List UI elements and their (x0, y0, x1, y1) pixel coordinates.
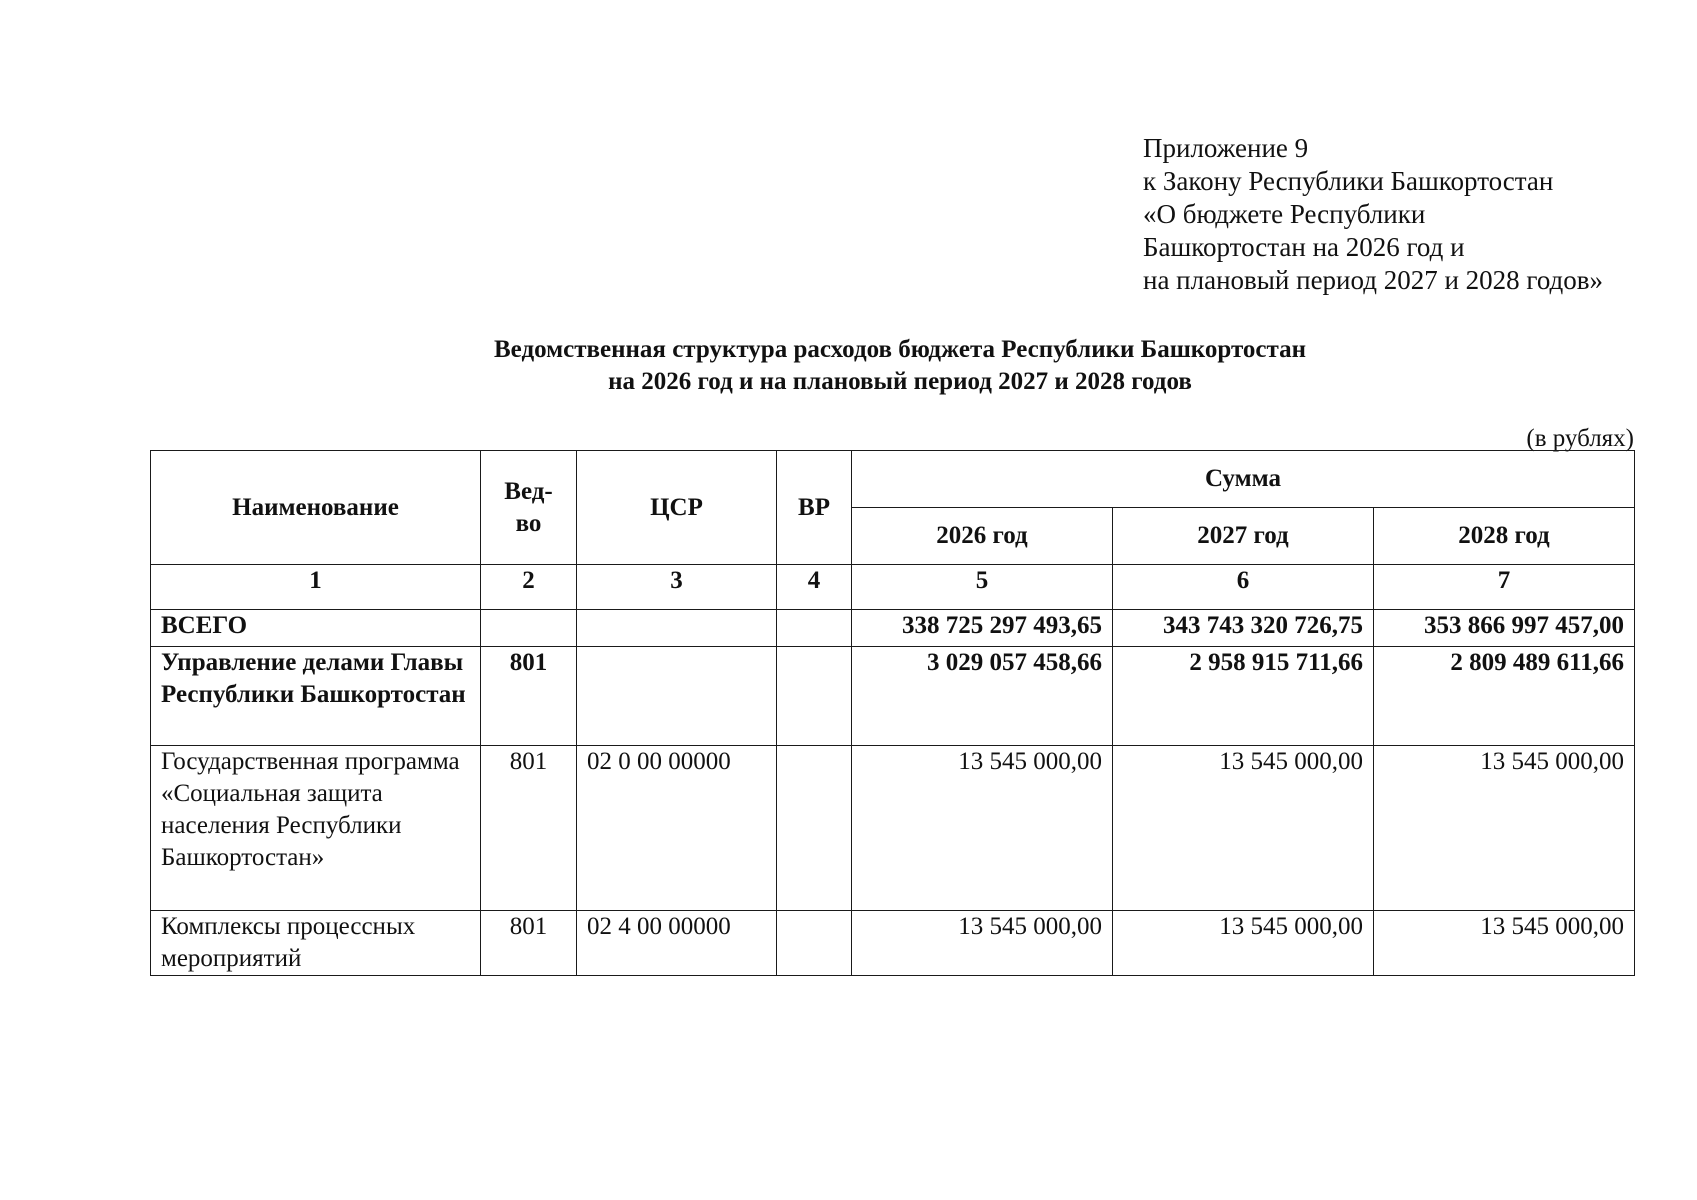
row-sum-2026: 3 029 057 458,66 (852, 647, 1113, 746)
row-sum-2026: 338 725 297 493,65 (852, 610, 1113, 647)
table-row (151, 746, 1635, 911)
row-name: Управление делами Главы Республики Башкортостан (151, 647, 481, 746)
row-sum-2027: 343 743 320 726,75 (1113, 610, 1374, 647)
column-number: 5 (852, 565, 1113, 610)
header-vr: ВР (777, 451, 852, 565)
header-ved-line1: Вед- (504, 477, 553, 505)
appendix-line: к Закону Республики Башкортостан (1143, 166, 1554, 196)
appendix-line: «О бюджете Республики (1143, 199, 1426, 229)
table-row (151, 911, 1635, 976)
table-row-total (151, 610, 1635, 647)
row-ved: 801 (481, 647, 577, 746)
column-number: 3 (577, 565, 777, 610)
header-ved-line2: во (515, 509, 542, 537)
row-csr: 02 0 00 00000 (577, 746, 777, 911)
row-csr: 02 4 00 00000 (577, 911, 777, 976)
budget-table (150, 450, 1635, 976)
row-vr (777, 911, 852, 976)
row-sum-2028: 353 866 997 457,00 (1374, 610, 1635, 647)
title-line-1: Ведомственная структура расходов бюджета Республики Башкортостан (494, 336, 1306, 363)
row-vr (777, 610, 852, 647)
row-sum-2027: 2 958 915 711,66 (1113, 647, 1374, 746)
header-row (151, 451, 1635, 508)
column-number: 6 (1113, 565, 1374, 610)
row-sum-2028: 2 809 489 611,66 (1374, 647, 1635, 746)
appendix-line: на плановый период 2027 и 2028 годов» (1143, 265, 1604, 295)
column-number: 7 (1374, 565, 1635, 610)
row-sum-2026: 13 545 000,00 (852, 746, 1113, 911)
row-ved: 801 (481, 746, 577, 911)
appendix-line: Приложение 9 (1143, 133, 1309, 163)
row-sum-2027: 13 545 000,00 (1113, 911, 1374, 976)
header-name: Наименование (151, 451, 481, 565)
table-row (151, 647, 1635, 746)
column-number: 2 (481, 565, 577, 610)
row-csr (577, 647, 777, 746)
row-sum-2026: 13 545 000,00 (852, 911, 1113, 976)
row-sum-2028: 13 545 000,00 (1374, 746, 1635, 911)
row-name: ВСЕГО (151, 610, 481, 647)
header-csr: ЦСР (577, 451, 777, 565)
appendix-line: Башкортостан на 2026 год и (1143, 232, 1465, 262)
title-line-2: на 2026 год и на плановый период 2027 и 2028 годов (608, 368, 1192, 395)
column-number: 1 (151, 565, 481, 610)
row-sum-2028: 13 545 000,00 (1374, 911, 1635, 976)
appendix-block (1143, 132, 1603, 297)
header-2026: 2026 год (852, 508, 1113, 565)
header-2027: 2027 год (1113, 508, 1374, 565)
units-note: (в рублях) (1526, 425, 1634, 452)
header-ved (481, 451, 577, 565)
document-title (0, 334, 1697, 398)
row-vr (777, 746, 852, 911)
row-csr (577, 610, 777, 647)
row-ved: 801 (481, 911, 577, 976)
row-ved (481, 610, 577, 647)
row-sum-2027: 13 545 000,00 (1113, 746, 1374, 911)
column-number: 4 (777, 565, 852, 610)
row-vr (777, 647, 852, 746)
row-name: Государственная программа «Социальная защита населения Республики Башкортостан» (151, 746, 481, 911)
row-name: Комплексы процессных мероприятий (151, 911, 481, 976)
column-number-row (151, 565, 1635, 610)
header-sum: Сумма (852, 451, 1635, 508)
header-2028: 2028 год (1374, 508, 1635, 565)
